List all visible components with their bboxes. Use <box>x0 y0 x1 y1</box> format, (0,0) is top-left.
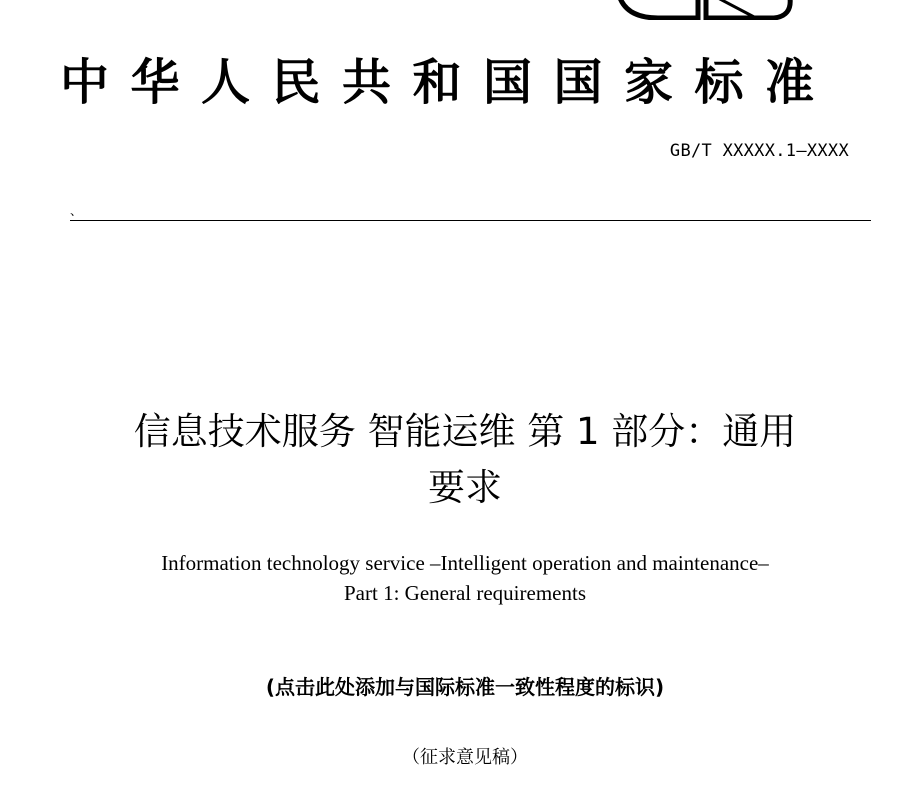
english-title <box>60 548 870 608</box>
standard-number: GB/T XXXXX.1—XXXX <box>669 141 849 161</box>
chinese-title-line-2: 要求 <box>428 466 502 509</box>
english-title-line-1: Information technology service –Intelligent operation and maintenance– <box>161 551 769 575</box>
standard-type-heading: 中华人民共和国国家标准 <box>60 54 836 111</box>
english-title-line-2: Part 1: General requirements <box>344 581 586 605</box>
draft-status: （征求意见稿） <box>402 747 528 768</box>
gb-logo-icon <box>606 0 798 20</box>
stray-mark: 、 <box>70 204 83 218</box>
header-divider <box>70 220 871 221</box>
consistency-placeholder[interactable]: (点击此处添加与国际标准一致性程度的标识) <box>265 675 665 699</box>
chinese-title <box>60 404 870 516</box>
chinese-title-line-1: 信息技术服务 智能运维 第 1 部分：通用 <box>133 410 797 453</box>
